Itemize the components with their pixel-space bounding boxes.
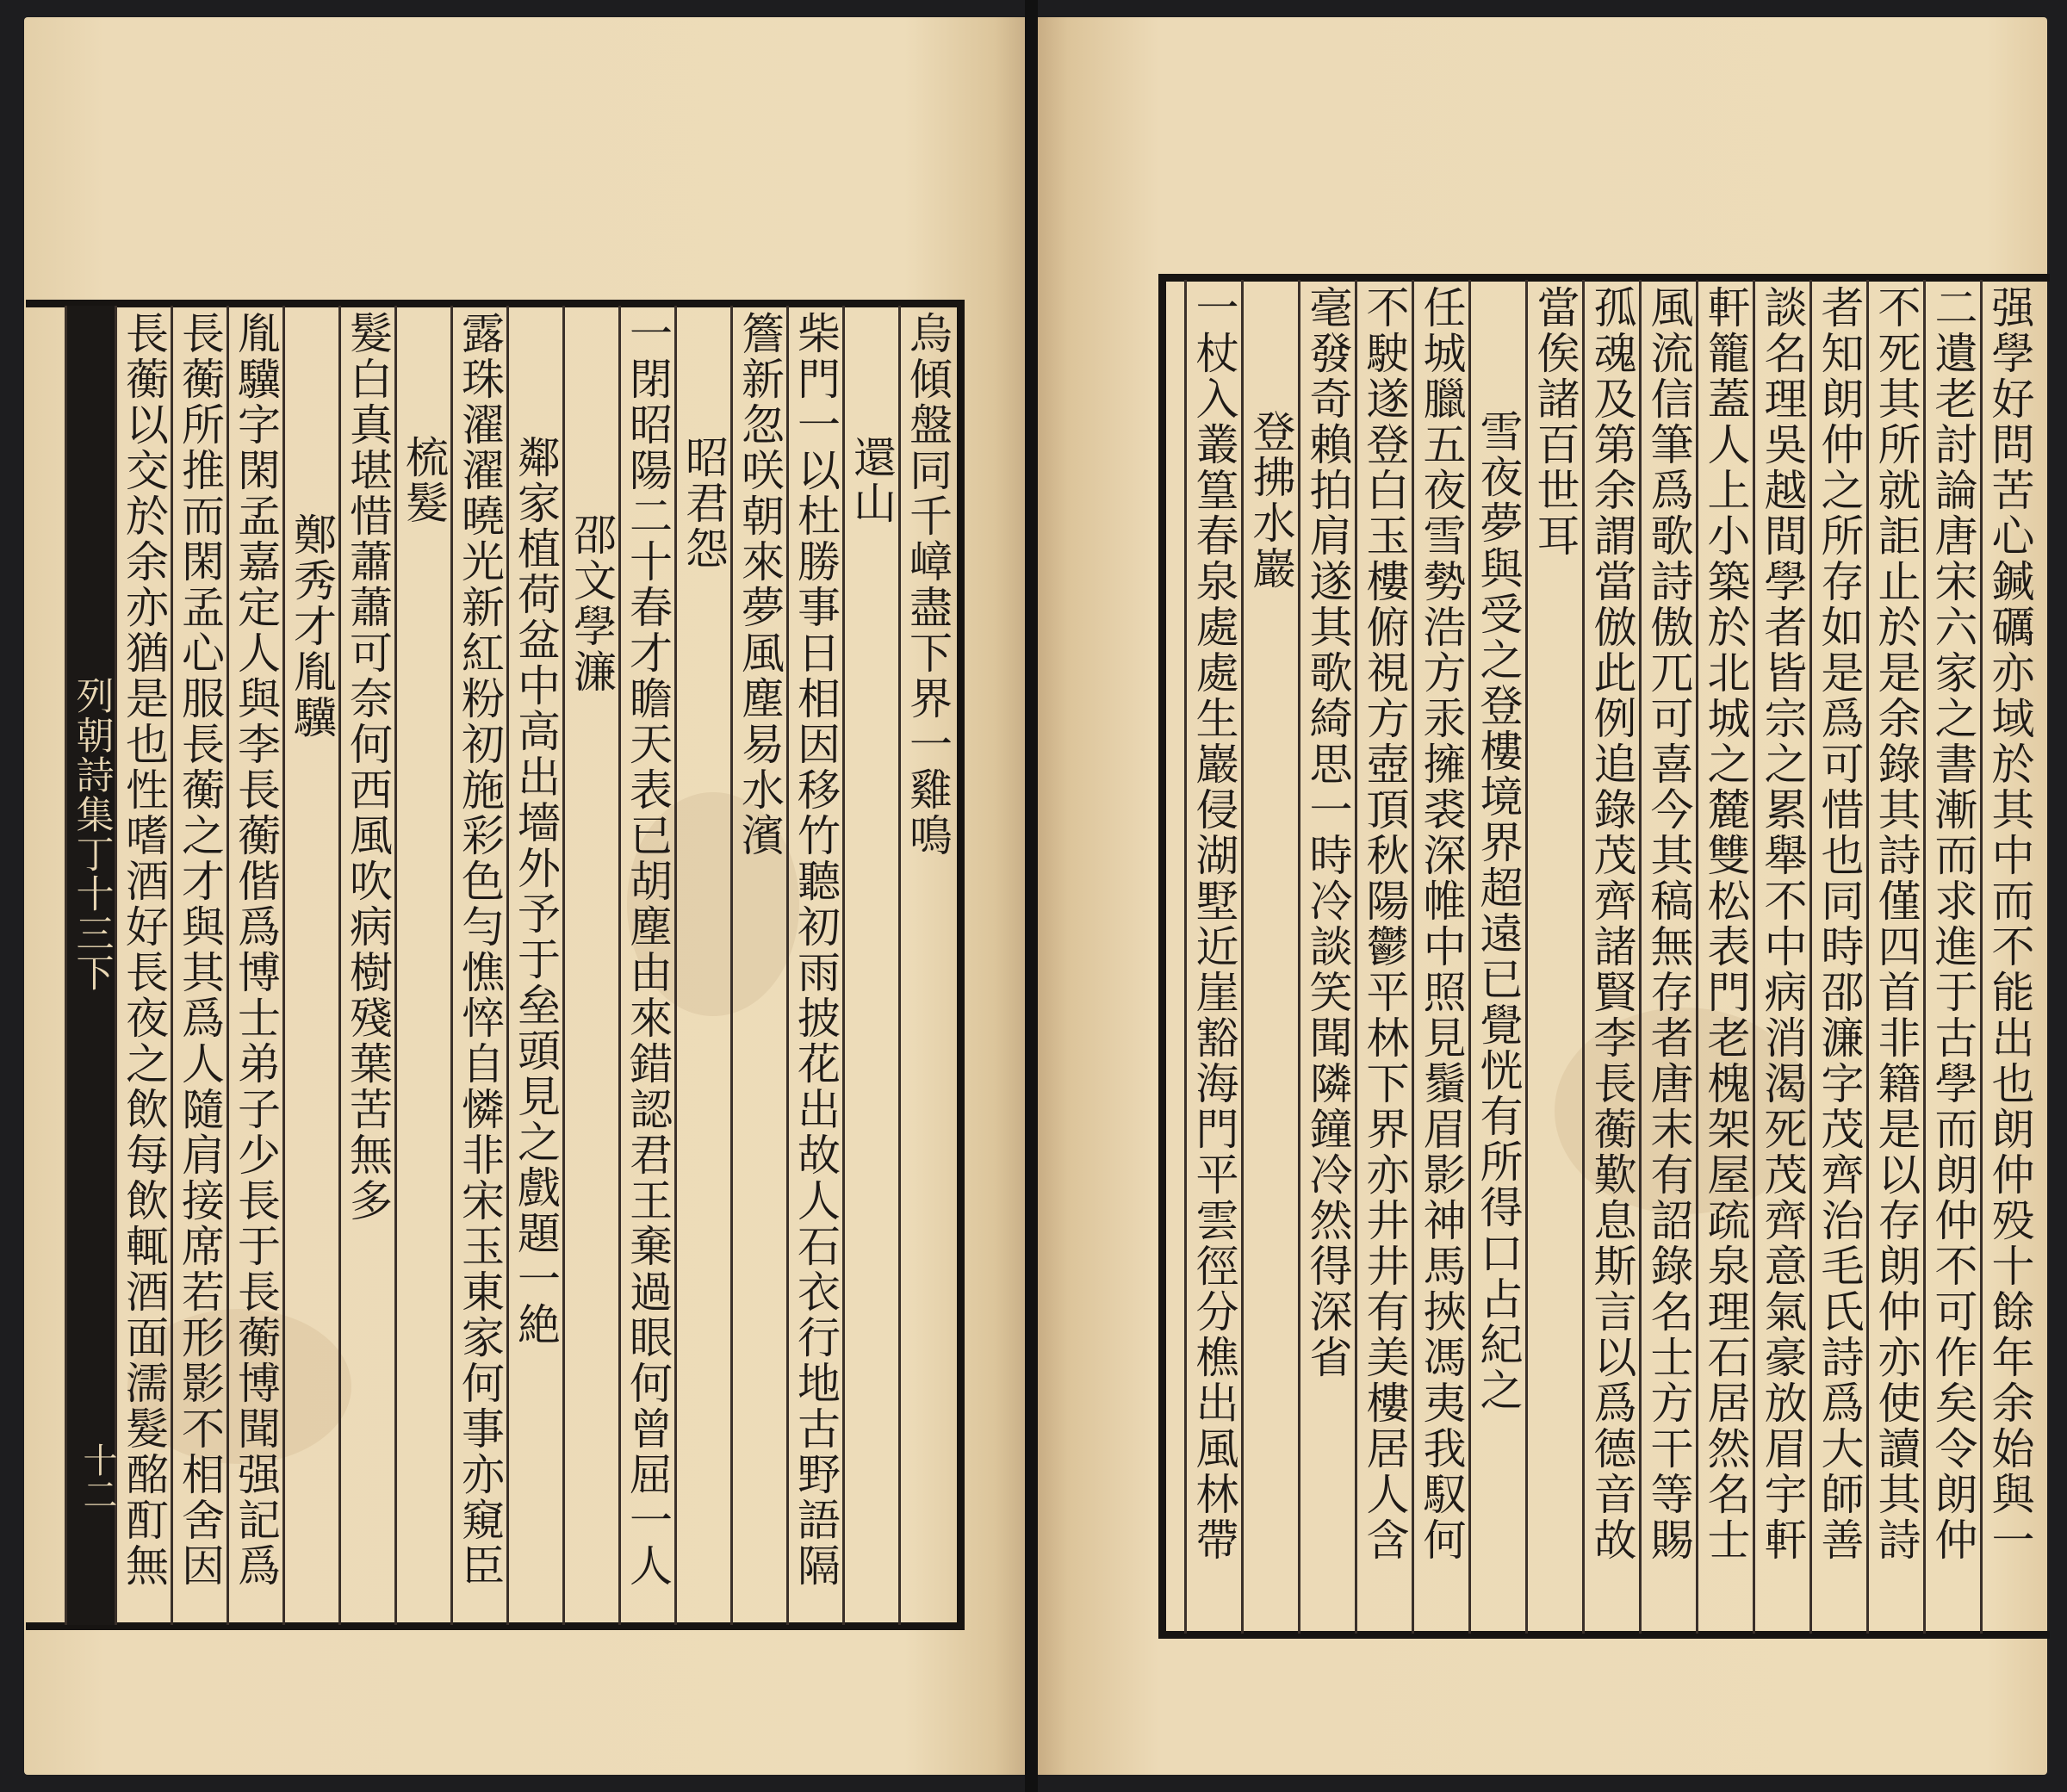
book-spine	[1025, 0, 1038, 1792]
column-text: 者知朗仲之所存如是爲可惜也同時邵濂字茂齊治毛氏詩爲大師善	[1814, 285, 1865, 1563]
text-column	[338, 306, 394, 1625]
column-text: 毫發奇賴拍肩遂其歌綺思一時冷談笑聞隣鐘冷然得深省	[1302, 285, 1353, 1380]
text-column	[506, 306, 562, 1625]
column-text: 簷新忽咲朝來夢風塵易水濱	[735, 311, 785, 859]
text-column	[1468, 280, 1525, 1634]
text-column	[842, 306, 898, 1625]
text-column	[227, 306, 282, 1625]
text-column	[1241, 280, 1298, 1634]
text-column	[1696, 280, 1753, 1634]
text-column	[1809, 280, 1866, 1634]
text-column	[1525, 280, 1582, 1634]
text-column	[618, 306, 674, 1625]
text-column	[1980, 280, 2037, 1634]
right-text-columns	[1167, 280, 2037, 1634]
poem-title: 還山	[847, 435, 897, 526]
column-text: 烏傾盤同千嶂盡下界一雞鳴	[903, 311, 953, 859]
column-text: 髮白真堪惜蕭蕭可奈何西風吹病樹殘葉苦無多	[343, 311, 393, 1224]
column-text: 談名理吳越間學者皆宗之累舉不中病消渴死茂齊意氣豪放眉宇軒	[1757, 285, 1808, 1563]
poem-title: 昭君怨	[679, 435, 729, 572]
text-column	[898, 306, 954, 1625]
fold-ribbon	[65, 306, 115, 1625]
author-heading: 鄭秀才胤驥	[287, 512, 337, 741]
column-text: 任城臘五夜雪勢浩方汞擁裘深帷中照見鬚眉影神馬挾馮夷我馭何	[1416, 285, 1467, 1563]
text-column	[115, 306, 171, 1625]
column-text: 長蘅所推而閑孟心服長蘅之才與其爲人隨肩接席若形影不相舍因	[175, 311, 225, 1589]
text-column	[786, 306, 842, 1625]
text-column	[562, 306, 618, 1625]
column-text: 胤驥字閑孟嘉定人與李長蘅偕爲博士弟子少長于長蘅博聞强記爲	[231, 311, 281, 1589]
ribbon-title: 列朝詩集丁十三下	[69, 676, 114, 993]
poem-title: 鄰家植荷盆中高出墻外予于垒頭見之戲題一絶	[511, 435, 561, 1348]
column-text: 軒籠蓋人上小築於北城之麓雙松表門老槐架屋疏泉理石居然名士	[1700, 285, 1751, 1563]
text-column	[1923, 280, 1980, 1634]
poem-title: 雪夜夢與受之登樓境界超遠已覺恍有所得口占紀之	[1473, 409, 1524, 1413]
column-text: 長蘅以交於余亦猶是也性嗜酒好長夜之飲每飲輒酒面濡髮酩酊無	[119, 311, 169, 1589]
text-column	[171, 306, 227, 1625]
poem-title: 梳髮	[399, 435, 449, 526]
column-text: 風流信筆爲歌詩傲兀可喜今其稿無存者唐末有詔錄名士方干等賜	[1643, 285, 1694, 1563]
column-text: 一閉昭陽二十春才瞻天表已胡塵由來錯認君王棄過眼何曾屈一人	[623, 311, 673, 1589]
author-heading: 邵文學濂	[567, 512, 617, 695]
column-text: 不駛遂登白玉樓俯視方壺頂秋陽鬱平林下界亦井井有美樓居人含	[1359, 285, 1410, 1563]
page-number: 十二	[78, 1442, 117, 1511]
text-column	[1184, 280, 1241, 1634]
text-column	[1412, 280, 1468, 1634]
text-column	[1355, 280, 1412, 1634]
text-column	[730, 306, 786, 1625]
text-column	[1298, 280, 1355, 1634]
column-text: 一杖入叢篁春泉處處生巖侵湖墅近崖豁海門平雲徑分樵出風林帶	[1189, 285, 1239, 1563]
text-column	[674, 306, 730, 1625]
text-column	[1582, 280, 1639, 1634]
text-column	[1753, 280, 1809, 1634]
column-text: 孤魂及第余謂當倣此例追錄茂齊諸賢李長蘅歎息斯言以爲德音故	[1586, 285, 1637, 1563]
column-text: 二遺老討論唐宋六家之書漸而求進于古學而朗仲不可作矣令朗仲	[1927, 285, 1978, 1563]
column-text: 露珠濯濯曉光新紅粉初施彩色勻憔悴自憐非宋玉東家何事亦窺臣	[455, 311, 505, 1589]
column-text: 柴門一以杜勝事日相因移竹聽初雨披花出故人石衣行地古野語隔	[791, 311, 841, 1589]
text-column	[1639, 280, 1696, 1634]
left-text-columns	[41, 306, 954, 1625]
text-column	[394, 306, 450, 1625]
text-column	[282, 306, 338, 1625]
poem-title: 登拂水巖	[1245, 409, 1296, 592]
column-text: 當俟諸百世耳	[1530, 285, 1580, 559]
text-column	[450, 306, 506, 1625]
text-column	[1866, 280, 1923, 1634]
column-text: 强學好問苦心鍼礪亦域於其中而不能出也朗仲殁十餘年余始與一	[1984, 285, 2035, 1563]
column-text: 不死其所就詎止於是余錄其詩僅四首非籍是以存朗仲亦使讀其詩	[1871, 285, 1921, 1563]
